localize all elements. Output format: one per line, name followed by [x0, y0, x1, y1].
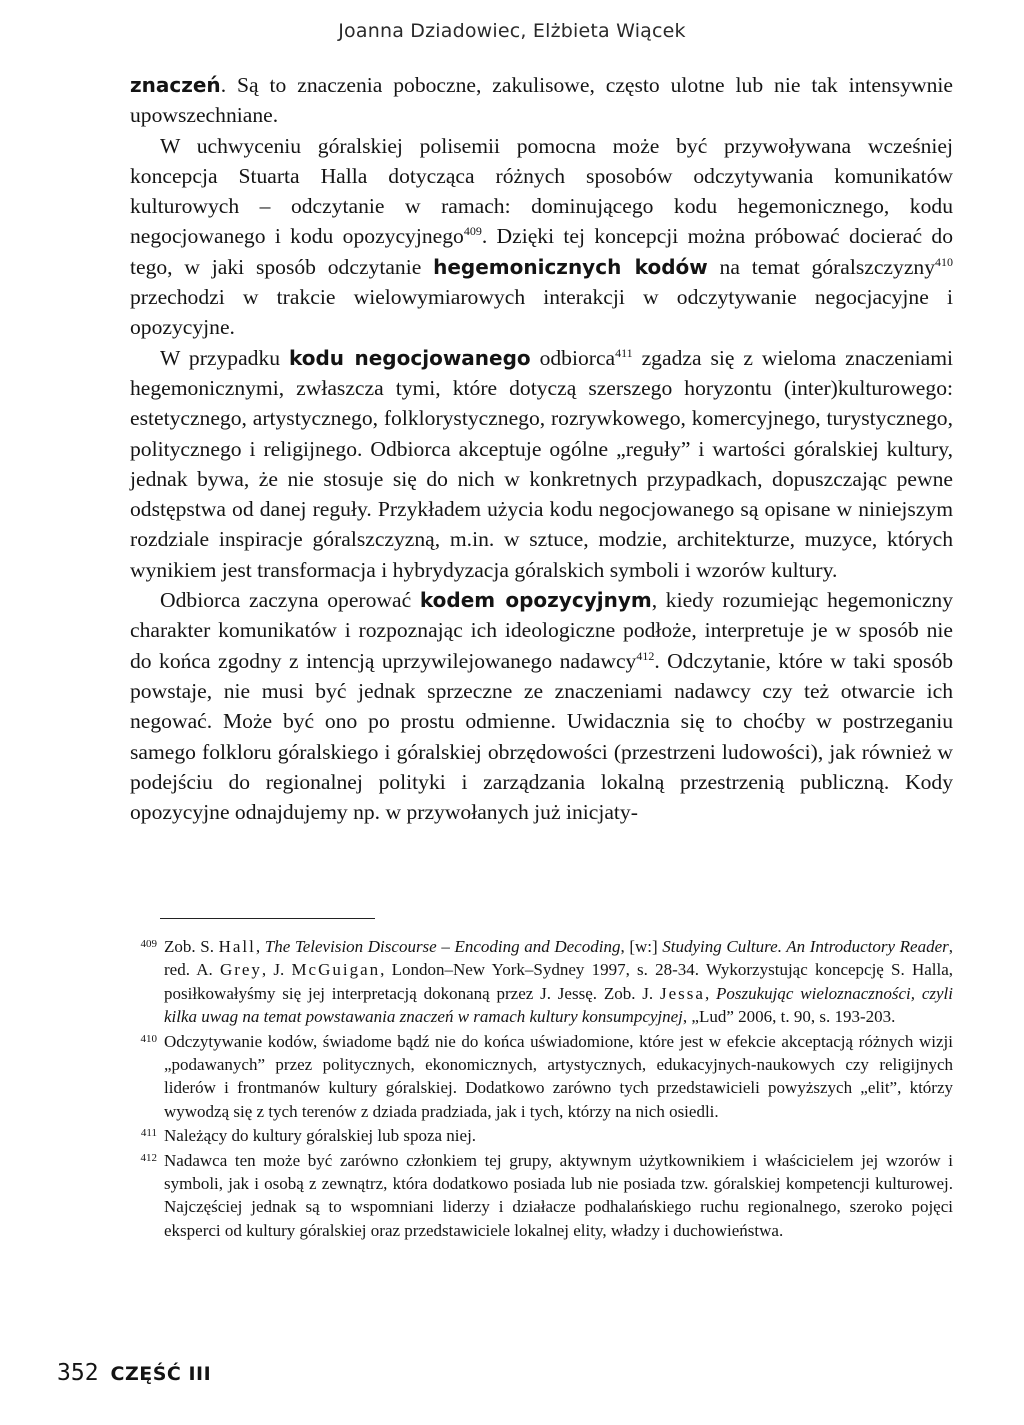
main-text — [130, 70, 953, 827]
paragraph-1: znaczeń. Są to znaczenia poboczne, zakulisowe, często ulotne lub nie tak intensywnie upowszechniane. — [130, 73, 953, 128]
citation-title: Studying Culture. An Introductory Reader — [662, 937, 949, 956]
footnotes — [130, 935, 953, 1243]
bold-term: znaczeń — [130, 73, 221, 97]
footnote-410: 410 Odczytywanie kodów, świadome bądź nie do końca uświadomione, które jest w efekcie akceptacją różnych wizji „podawanych” przez politycznych, ekonomicznych, artystycznych, edukacyjnych-naukowych czy religijnych liderów i frontmanów kultury góralskiej. Dodatkowo zarówno tych przedstawicieli powyższych „elit”, którzy wywodzą się z tych terenów z dziada pradziada, jak i tych, którzy na nich osiedli. — [130, 1030, 953, 1124]
footnote-411: 411 Należący do kultury góralskiej lub spoza niej. — [130, 1124, 953, 1147]
citation-title: Poszukując wieloznaczności, czyli kilka uwag na temat powstawania znaczeń w ramach kultury konsumpcyjnej — [164, 983, 953, 1027]
footnote-number: 412 — [140, 1151, 157, 1164]
footnote-ref[interactable]: 409 — [463, 224, 482, 239]
footnote-number: 411 — [140, 1127, 157, 1140]
footnote-ref[interactable]: 410 — [935, 254, 953, 269]
paragraph-2: W uchwyceniu góralskiej polisemii pomocna może być przywoływana wcześniej koncepcja Stuarta Halla dotycząca różnych sposobów odczytywania komunikatów kulturowych – odczytanie w ramach: dominującego kodu hegemonicznego, kodu negocjowanego i kodu opozycyjnego$^{409}$. Dzięki tej koncepcji można próbować docierać do tego, w jaki sposób odczytanie hegemonicznych kodów na temat góralszczyzny$^{410}$ przechodzi w trakcie wielowymiarowych interakcji w odczytywanie negocjacyjne i opozycyjne. — [130, 133, 953, 340]
footnote-409: 409 Zob. S. Hall, The Television Discourse – Encoding and Decoding, [w:] Studying Culture. An Introductory Reader, red. A. Grey, J. McGuigan, London–New York–Sydney 1997, s. 28-34. Wykorzystując koncepcję S. Halla, posiłkowałyśmy się jej interpretacją dokonaną przez J. Jessę. Zob. J. Jessa, Poszukując wieloznaczności, czyli kilka uwag na temat powstawania znaczeń w ramach kultury konsumpcyjnej, „Lud” 2006, t. 90, s. 193-203. — [130, 935, 953, 1029]
citation-title: The Television Discourse – Encoding and Decoding — [264, 937, 621, 956]
bold-term: hegemonicznych kodów — [433, 254, 708, 279]
bold-term: kodu negocjowanego — [288, 345, 531, 370]
part-label: CZĘŚĆ III — [110, 1363, 212, 1385]
paragraph-3: W przypadku kodu negocjowanego odbiorca$^{411}$ zgadza się z wieloma znaczeniami hegemonicznymi, zwłaszcza tymi, które dotyczą szerszego horyzontu (inter)kulturowego: estetycznego, artystycznego, folklorystycznego, rozrywkowego, komercyjnego, turystycznego, politycznego i religijnego. Odbiorca akceptuje ogólne „reguły” i wartości góralskiej kultury, jednak bywa, że nie stosuje się do nich w konkretnych przypadkach, dopuszczając pewne odstępstwa od danej reguły. Przykładem użycia kodu negocjowanego są opisane w niniejszym rozdziale inspiracje góralszczyzną, m.in. w sztuce, modzie, architekturze, muzyce, których wynikiem jest transformacja i hybrydyzacja góralskich symboli i wzorów kultury. — [130, 345, 954, 582]
footnote-ref[interactable]: 411 — [615, 345, 633, 360]
bold-term: kodem opozycyjnym — [419, 588, 652, 613]
paragraph-4: Odbiorca zaczyna operować kodem opozycyjnym, kiedy rozumiejąc hegemoniczny charakter komunikatów i rozpoznając ich ideologiczne podłoże, interpretuje je w sposób nie do końca zgodny z intencją uprzywilejowanego nadawcy$^{412}$. Odczytanie, które w taki sposób powstaje, nie musi być jednak sprzeczne ze znaczeniami nadawcy czy też otwarcie ich negować. Może być ono po prostu odmienne. Uwidacznia się to choćby w postrzeganiu samego folkloru góralskiego i góralskiej obrzędowości (przestrzeni ludowości), jak również w podejściu do regionalnej polityki i zarządzania lokalną przestrzenią publiczną. Kody opozycyjne odnajdujemy np. w przywołanych już inicjaty- — [130, 588, 954, 825]
footnote-number: 410 — [140, 1032, 157, 1045]
footnote-412: 412 Nadawca ten może być zarówno członkiem tej grupy, aktywnym użytkownikiem i właścicielem jej wzorów i symboli, jak i osobą z zewnątrz, która dodatkowo posiada lub nie posiada tzw. góralskiej kompetencji kulturowej. Najczęściej jednak są to wspomniani liderzy i działacze podhalańskiego ruchu regionalnego, szeroko pojęci eksperci od kultury góralskiej oraz przedstawiciele lokalnej elity, władzy i duchowieństwa. — [130, 1149, 953, 1243]
page-footer — [57, 1360, 211, 1386]
footnote-ref[interactable]: 412 — [636, 648, 655, 663]
page-number: 352 — [57, 1360, 99, 1386]
running-head: Joanna Dziadowiec, Elżbieta Wiącek — [338, 20, 686, 42]
footnote-number: 409 — [140, 938, 157, 950]
footnote-divider — [160, 918, 375, 919]
